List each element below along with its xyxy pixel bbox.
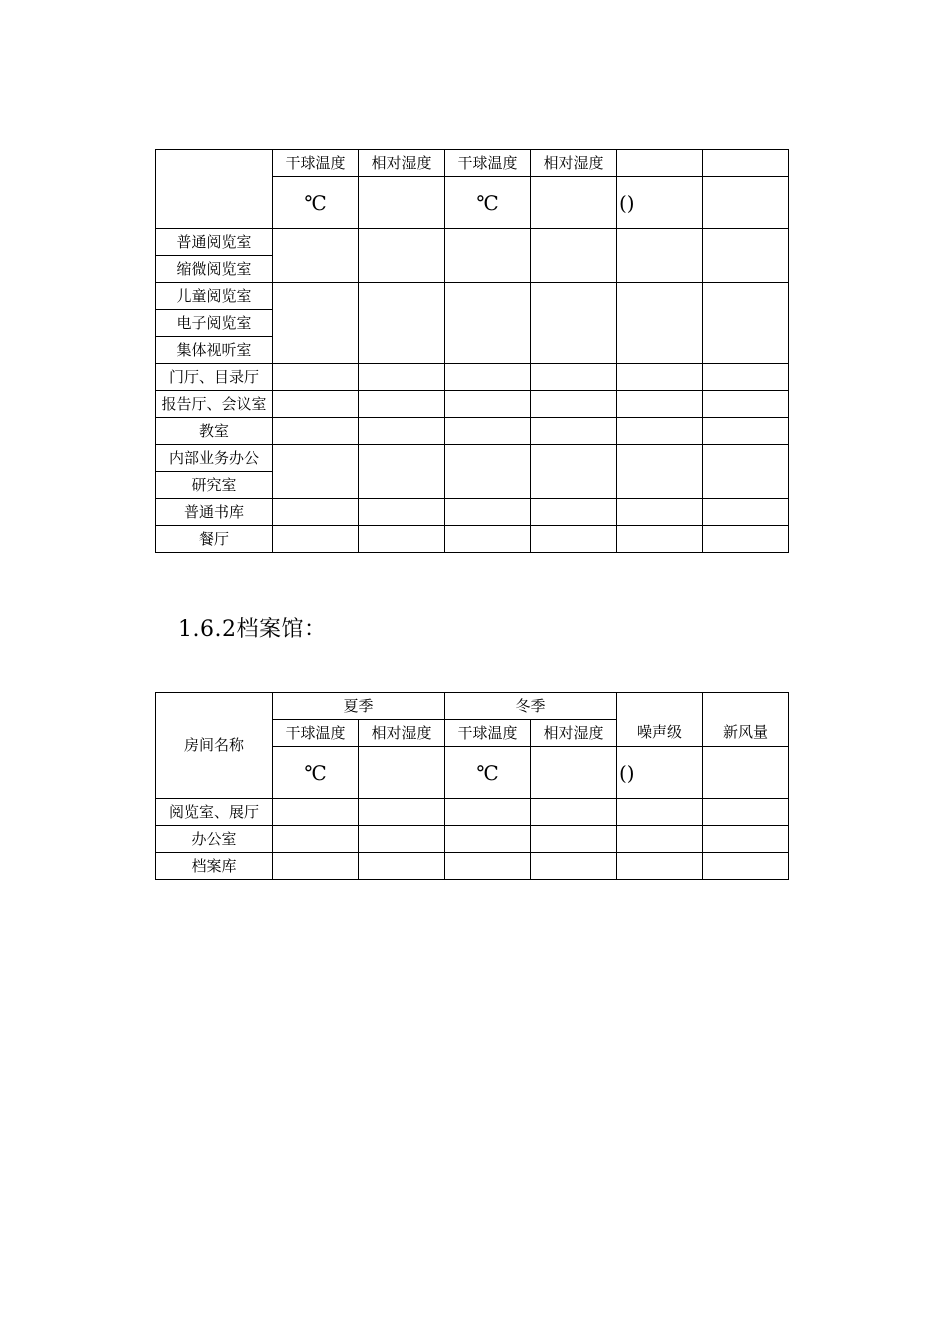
header-relative-humidity: 相对湿度: [531, 720, 617, 747]
data-cell: [703, 445, 789, 499]
data-cell: [617, 418, 703, 445]
data-cell: [617, 283, 703, 364]
unit-blank: [359, 177, 445, 229]
data-cell: [273, 799, 359, 826]
data-cell: [445, 853, 531, 880]
header-relative-humidity: 相对湿度: [359, 150, 445, 177]
data-cell: [445, 391, 531, 418]
unit-blank: [359, 747, 445, 799]
unit-celsius: ℃: [273, 177, 359, 229]
data-cell: [617, 799, 703, 826]
header-winter: 冬季: [445, 693, 617, 720]
data-cell: [273, 418, 359, 445]
data-cell: [617, 499, 703, 526]
archive-conditions-table: [155, 692, 789, 880]
room-label: 集体视听室: [156, 337, 273, 364]
data-cell: [531, 799, 617, 826]
data-cell: [531, 853, 617, 880]
unit-parentheses: (): [617, 177, 703, 229]
header-dry-bulb-temp: 干球温度: [273, 150, 359, 177]
header-blank-cell: [617, 150, 703, 177]
data-cell: [445, 526, 531, 553]
header-dry-bulb-temp: 干球温度: [445, 720, 531, 747]
unit-blank: [703, 747, 789, 799]
data-cell: [617, 853, 703, 880]
data-cell: [703, 418, 789, 445]
room-label: 研究室: [156, 472, 273, 499]
unit-celsius: ℃: [445, 747, 531, 799]
data-cell: [359, 391, 445, 418]
data-cell: [617, 229, 703, 283]
data-cell: [359, 229, 445, 283]
unit-blank: [531, 747, 617, 799]
data-cell: [703, 826, 789, 853]
header-summer: 夏季: [273, 693, 445, 720]
data-cell: [617, 826, 703, 853]
header-room-name: 房间名称: [156, 693, 273, 799]
data-cell: [531, 229, 617, 283]
data-cell: [273, 826, 359, 853]
header-noise-level: 噪声级: [617, 693, 703, 747]
data-cell: [703, 364, 789, 391]
header-blank-cell: [703, 150, 789, 177]
unit-blank: [703, 177, 789, 229]
data-cell: [359, 826, 445, 853]
room-label: 档案库: [156, 853, 273, 880]
data-cell: [359, 445, 445, 499]
data-cell: [531, 499, 617, 526]
data-cell: [273, 283, 359, 364]
unit-parentheses: (): [617, 747, 703, 799]
room-label: 报告厅、会议室: [156, 391, 273, 418]
data-cell: [359, 799, 445, 826]
header-fresh-air: 新风量: [703, 693, 789, 747]
data-cell: [531, 283, 617, 364]
unit-blank: [531, 177, 617, 229]
data-cell: [273, 526, 359, 553]
data-cell: [531, 826, 617, 853]
data-cell: [359, 499, 445, 526]
data-cell: [359, 418, 445, 445]
room-label: 门厅、目录厅: [156, 364, 273, 391]
room-label: 教室: [156, 418, 273, 445]
room-label: 缩微阅览室: [156, 256, 273, 283]
data-cell: [359, 853, 445, 880]
room-label: 餐厅: [156, 526, 273, 553]
data-cell: [703, 229, 789, 283]
room-label: 电子阅览室: [156, 310, 273, 337]
data-cell: [445, 283, 531, 364]
header-dry-bulb-temp: 干球温度: [445, 150, 531, 177]
data-cell: [531, 364, 617, 391]
data-cell: [273, 853, 359, 880]
data-cell: [445, 445, 531, 499]
header-relative-humidity: 相对湿度: [531, 150, 617, 177]
data-cell: [359, 283, 445, 364]
data-cell: [703, 391, 789, 418]
data-cell: [445, 499, 531, 526]
library-conditions-table: [155, 149, 789, 553]
data-cell: [531, 445, 617, 499]
data-cell: [273, 445, 359, 499]
room-label: 内部业务办公: [156, 445, 273, 472]
room-label: 普通阅览室: [156, 229, 273, 256]
room-label: 普通书库: [156, 499, 273, 526]
data-cell: [445, 364, 531, 391]
data-cell: [531, 418, 617, 445]
data-cell: [273, 499, 359, 526]
header-dry-bulb-temp: 干球温度: [273, 720, 359, 747]
data-cell: [273, 229, 359, 283]
data-cell: [617, 526, 703, 553]
data-cell: [273, 391, 359, 418]
room-label: 办公室: [156, 826, 273, 853]
data-cell: [359, 526, 445, 553]
data-cell: [703, 283, 789, 364]
section-heading: 1.6.2档案馆：: [178, 617, 327, 642]
data-cell: [531, 391, 617, 418]
data-cell: [445, 229, 531, 283]
room-label: 阅览室、展厅: [156, 799, 273, 826]
data-cell: [617, 364, 703, 391]
room-label: 儿童阅览室: [156, 283, 273, 310]
data-cell: [703, 799, 789, 826]
data-cell: [273, 364, 359, 391]
header-blank-cell: [156, 150, 273, 229]
unit-celsius: ℃: [445, 177, 531, 229]
unit-celsius: ℃: [273, 747, 359, 799]
data-cell: [617, 445, 703, 499]
data-cell: [531, 526, 617, 553]
data-cell: [617, 391, 703, 418]
header-relative-humidity: 相对湿度: [359, 720, 445, 747]
data-cell: [445, 826, 531, 853]
data-cell: [445, 418, 531, 445]
data-cell: [703, 526, 789, 553]
data-cell: [703, 499, 789, 526]
data-cell: [359, 364, 445, 391]
data-cell: [703, 853, 789, 880]
data-cell: [445, 799, 531, 826]
